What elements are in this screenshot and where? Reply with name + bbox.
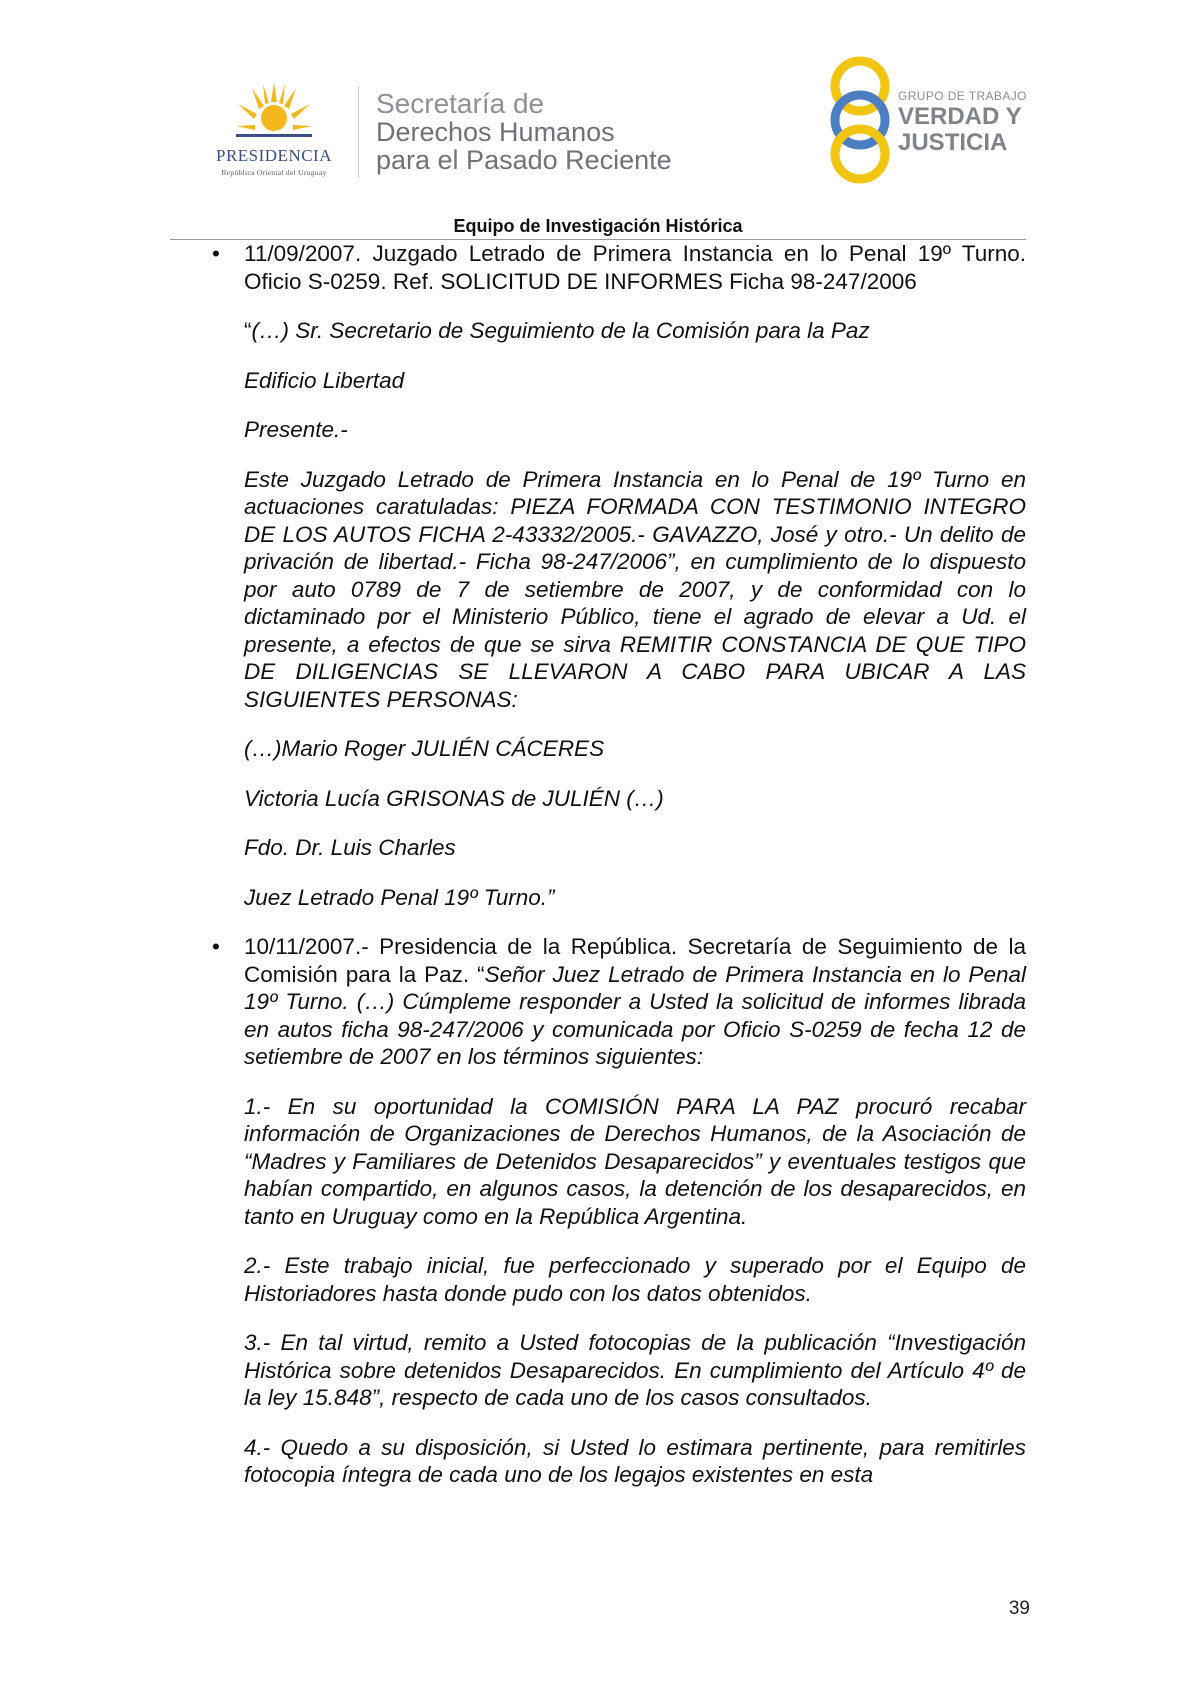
presidencia-name: PRESIDENCIA [215,146,332,165]
presidencia-subtitle: República Oriental del Uruguay [221,168,327,177]
secretaria-line-1: Secretaría de [376,88,545,119]
secretaria-logo-text [376,90,736,174]
grupo-line-3: JUSTICIA [898,129,1008,156]
response-point: 1.- En su oportunidad la COMISIÓN PARA LA PAZ procuró recabar información de Organizaciones de Derechos Humanos, de la Asociación de “Madres y Familiares de Detenidos Desaparecidos” y eventuales testigos que habían compartido, en algunos casos, la detención de los desaparecidos, en tanto en Uruguay como en la República Argentina. [244,1093,1026,1229]
response-point: 2.- Este trabajo inicial, fue perfeccionado y superado por el Equipo de Historiadores hasta donde pudo con los datos obtenidos. [244,1253,1026,1306]
entry-2007-11-10 [212,933,1026,1489]
quote-line: Fdo. Dr. Luis Charles [244,835,456,860]
secretaria-line-2: Derechos Humanos [376,117,615,147]
grupo-line-1: GRUPO DE TRABAJO [898,89,1027,103]
sun-emblem-icon [236,82,312,142]
entry-intro [244,933,1026,1071]
grupo-trabajo-text [898,88,1038,156]
quote-line: Presente.- [244,417,348,442]
entry-intro-plain: 10/11/2007.- Presidencia de la República. Secretaría de Seguimiento de la Comisión para la Paz. “ [244,934,1026,987]
response-point: 4.- Quedo a su disposición, si Usted lo estimara pertinente, para remitirles fotocopia íntegra de cada uno de los legajos existentes en esta [244,1434,1026,1487]
quote-salutation [244,317,1026,345]
quote-line: Edificio Libertad [244,367,405,393]
quote-line: Victoria Lucía GRISONAS de JULIÉN (…) [244,785,664,811]
page-number: 39 [1008,1598,1030,1619]
presidencia-logo [198,80,350,180]
grupo-line-2: VERDAD Y [898,103,1022,130]
response-point: 3.- En tal virtud, remito a Usted fotocopias de la publicación “Investigación Histórica sobre detenidos Desaparecidos. En cumplimiento del Artículo 4º de la ley 15.848”, respecto de cada uno de los casos consultados. [244,1330,1026,1410]
quote-line: (…) Sr. Secretario de Seguimiento de la Comisión para la Paz [251,318,870,343]
quote-line: (…)Mario Roger JULIÉN CÁCERES [244,736,605,761]
quote-paragraph: Este Juzgado Letrado de Primera Instancia en lo Penal de 19º Turno en actuaciones caratuladas: PIEZA FORMADA CON TESTIMONIO INTEGRO DE LOS AUTOS FICHA 2-43332/2005.- GAVAZZO, José y otro.- Un delito de privación de libertad.- Ficha 98-247/2006”, en cumplimiento de lo dispuesto por auto 0789 de 7 de setiembre de 2007, y de conformidad con lo dictaminado por el Ministerio Público, tiene el agrado de elevar a Ud. el presente, a efectos de que se sirva REMITIR CONSTANCIA DE QUE TIPO DE DILIGENCIAS SE LLEVARON A CABO PARA UBICAR A LAS SIGUIENTES PERSONAS: [244,466,1026,712]
entry-intro: 11/09/2007. Juzgado Letrado de Primera Instancia en lo Penal 19º Turno. Oficio S-0259. Ref. SOLICITUD DE INFORMES Ficha 98-247/2006 [244,241,1026,294]
quote-line: Juez Letrado Penal 19º Turno.” [244,884,555,910]
quote-open: “ [244,318,252,343]
entry-intro-italic: Señor Juez Letrado de Primera Instancia en lo Penal 19º Turno. (…) Cúmpleme responder a Usted la solicitud de informes librada en autos ficha 98-247/2006 y comunicada por Oficio S-0259 de fecha 12 de setiembre de 2007 en los términos siguientes: [244,961,1026,1069]
entry-2007-09-11 [212,240,1026,911]
bullet: • [212,241,220,266]
logo-divider [358,86,359,178]
bullet: • [212,934,220,959]
secretaria-line-3: para el Pasado Reciente [376,145,672,175]
document-body [212,240,1026,1489]
team-title: Equipo de Investigación Histórica [453,216,743,236]
